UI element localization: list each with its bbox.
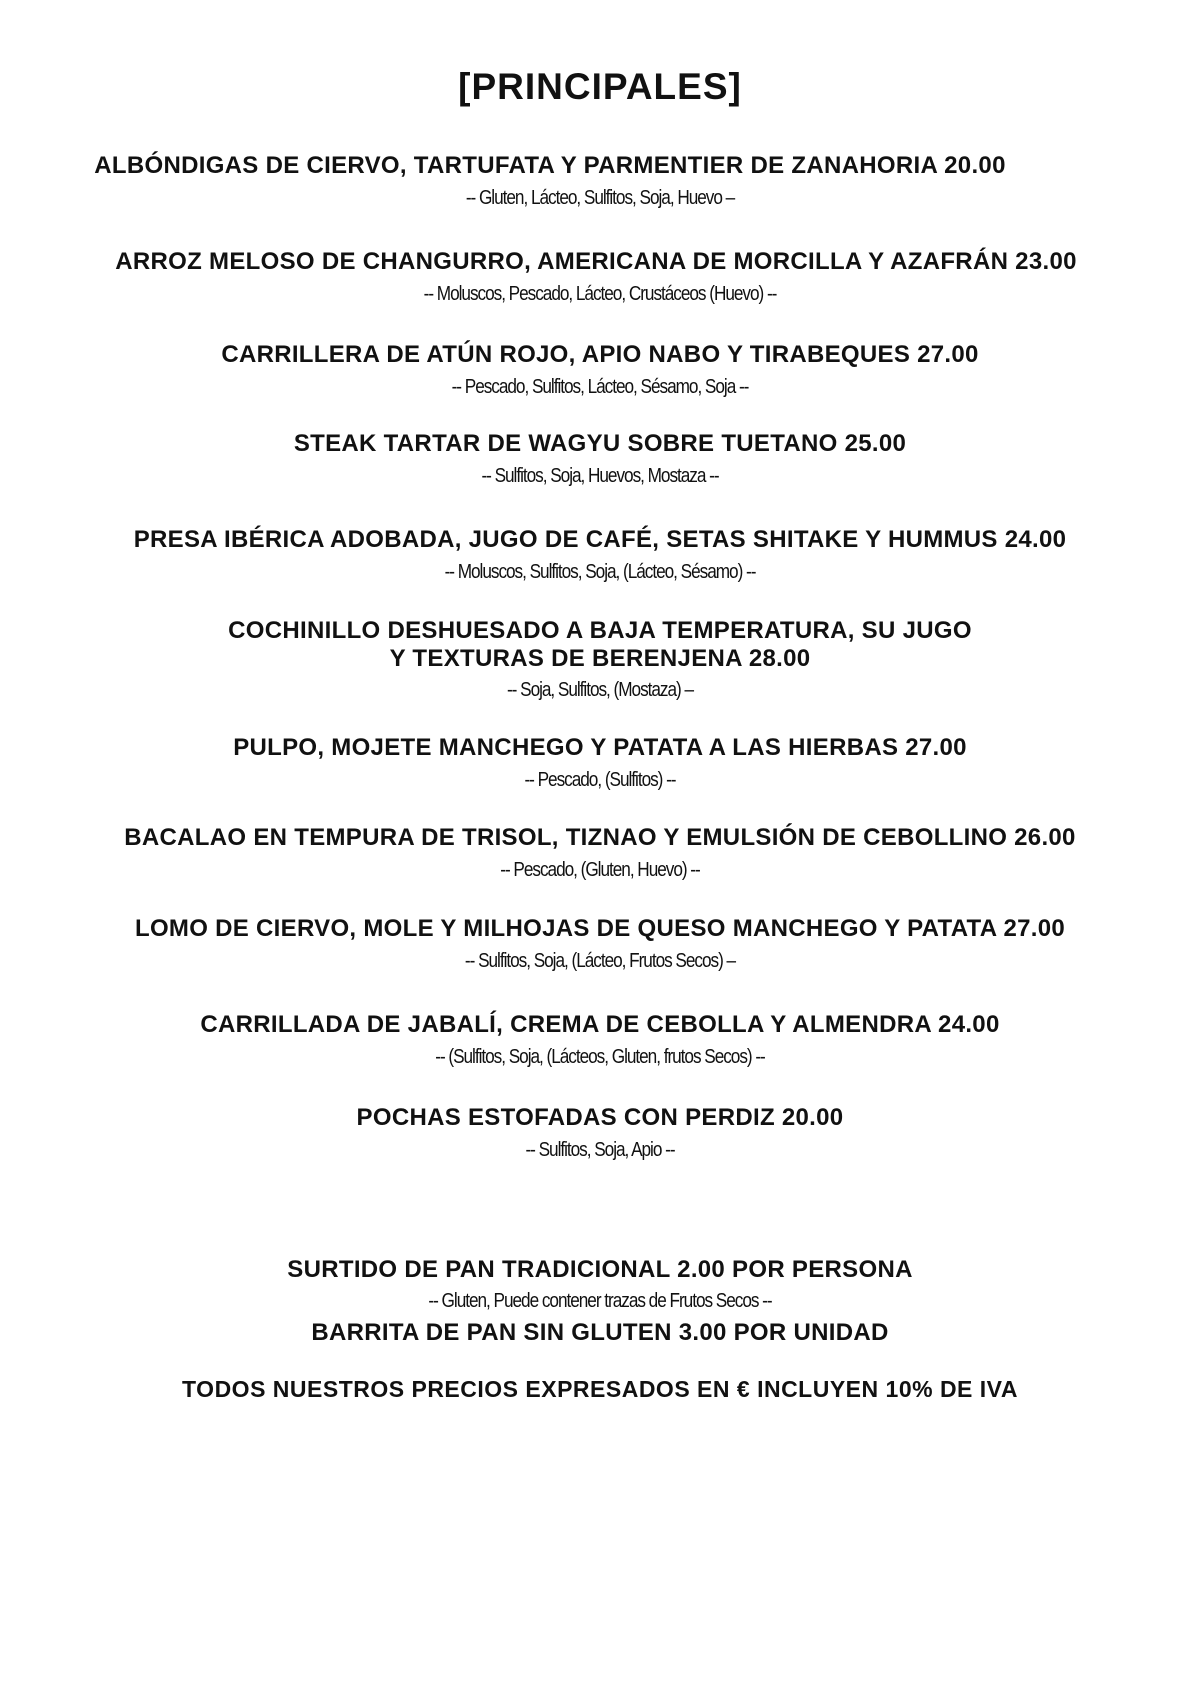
dish-name: BACALAO EN TEMPURA DE TRISOL, TIZNAO Y EMULSIÓN DE CEBOLLINO 26.00 [124,824,1076,851]
price-note: TODOS NUESTROS PRECIOS EXPRESADOS EN € INCLUYEN 10% DE IVA [182,1376,1018,1402]
dish-allergens: -- Moluscos, Pescado, Lácteo, Crustáceos (Huevo) -- [423,283,777,305]
dish-allergens: -- Pescado, Sulfitos, Lácteo, Sésamo, Soja -- [451,376,749,398]
page-title: [PRINCIPALES] [458,66,742,107]
dish-name-line: COCHINILLO DESHUESADO A BAJA TEMPERATURA, SU JUGO [228,617,972,644]
dish-allergens: -- Soja, Sulfitos, (Mostaza) – [506,679,694,701]
dish-allergens: -- Moluscos, Sulfitos, Soja, (Lácteo, Sésamo) -- [444,561,756,583]
dish-name: POCHAS ESTOFADAS CON PERDIZ 20.00 [356,1104,844,1131]
dish-name: PULPO, MOJETE MANCHEGO Y PATATA A LAS HIERBAS 27.00 [233,734,967,761]
dish-allergens: -- (Sulfitos, Soja, (Lácteos, Gluten, frutos Secos) -- [435,1046,765,1068]
bread-traditional: SURTIDO DE PAN TRADICIONAL 2.00 POR PERSONA [287,1256,913,1283]
dish-allergens: -- Sulfitos, Soja, Apio -- [525,1139,675,1161]
dish-name-line: Y TEXTURAS DE BERENJENA 28.00 [389,645,811,672]
dish-allergens: -- Pescado, (Sulfitos) -- [524,769,676,791]
dish-name: ALBÓNDIGAS DE CIERVO, TARTUFATA Y PARMENTIER DE ZANAHORIA 20.00 [94,152,1006,179]
bread-gluten-free: BARRITA DE PAN SIN GLUTEN 3.00 POR UNIDAD [311,1319,889,1346]
dish-allergens: -- Gluten, Lácteo, Sulfitos, Soja, Huevo – [465,187,735,209]
dish-allergens: -- Pescado, (Gluten, Huevo) -- [500,859,700,881]
dish-allergens: -- Sulfitos, Soja, Huevos, Mostaza -- [481,465,719,487]
dish-name: PRESA IBÉRICA ADOBADA, JUGO DE CAFÉ, SETAS SHITAKE Y HUMMUS 24.00 [133,526,1067,553]
dish-name: LOMO DE CIERVO, MOLE Y MILHOJAS DE QUESO MANCHEGO Y PATATA 27.00 [134,915,1065,942]
dish-name: CARRILLERA DE ATÚN ROJO, APIO NABO Y TIRABEQUES 27.00 [221,341,979,368]
bread-allergens: -- Gluten, Puede contener trazas de Frutos Secos -- [428,1290,772,1312]
dish-allergens: -- Sulfitos, Soja, (Lácteo, Frutos Secos) – [464,950,736,972]
dish-name: ARROZ MELOSO DE CHANGURRO, AMERICANA DE MORCILLA Y AZAFRÁN 23.00 [115,248,1077,275]
dish-name: STEAK TARTAR DE WAGYU SOBRE TUETANO 25.00 [293,430,907,457]
dish-name: CARRILLADA DE JABALÍ, CREMA DE CEBOLLA Y ALMENDRA 24.00 [200,1011,1000,1038]
